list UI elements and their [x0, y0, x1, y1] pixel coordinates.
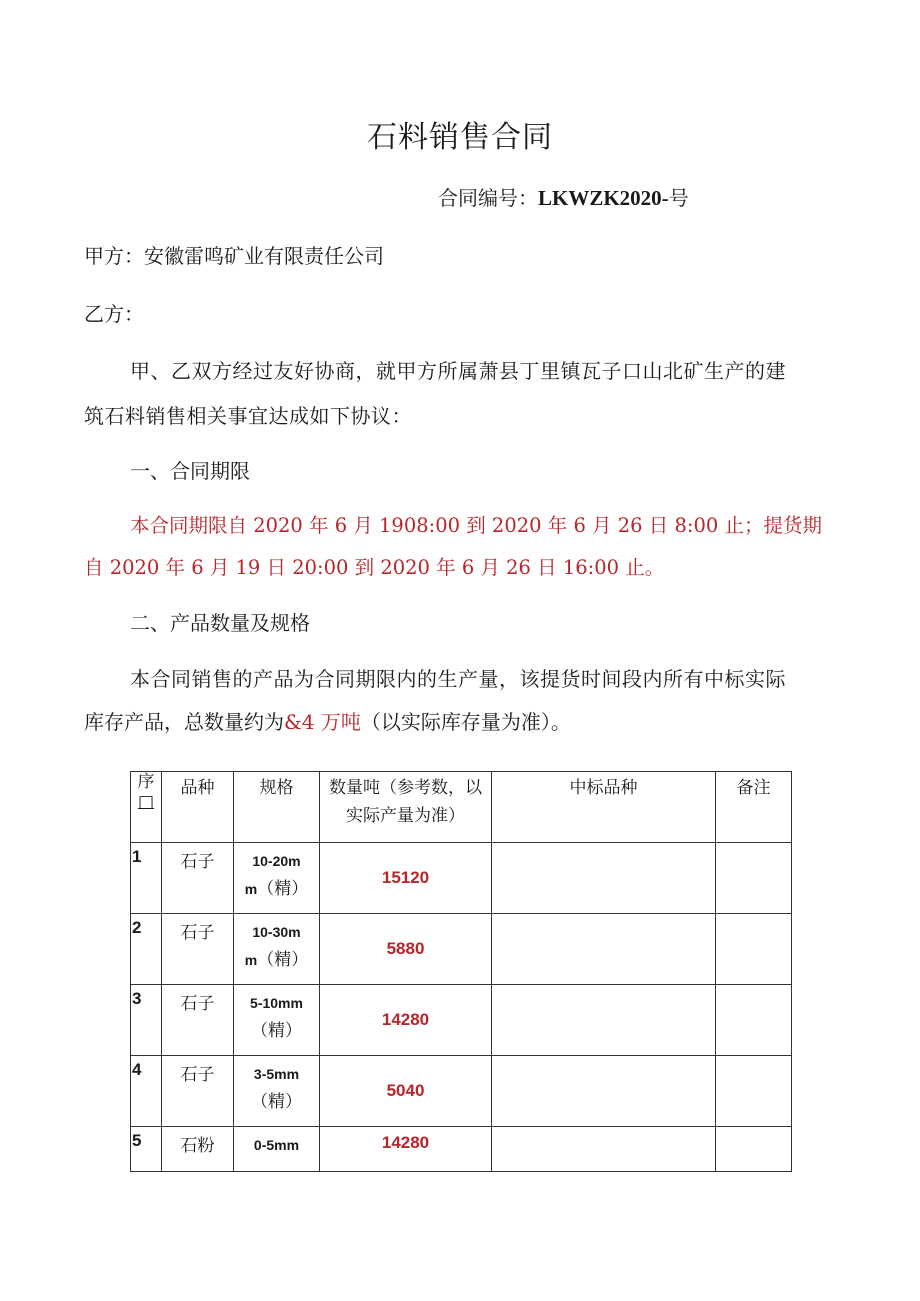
document-title: 石料销售合同 [367, 120, 553, 155]
row-spec [234, 1127, 320, 1172]
row-kind: 石子 [162, 1056, 234, 1127]
row-spec-main: 10-30m [252, 924, 301, 940]
header-no [131, 772, 162, 843]
row-bid [492, 1127, 716, 1172]
header-qty [320, 772, 492, 843]
row-spec-main: 5-10mm [250, 995, 303, 1011]
row-remark [716, 985, 792, 1056]
row-remark [716, 843, 792, 914]
row-no: 4 [131, 1056, 162, 1127]
row-no: 3 [131, 985, 162, 1056]
header-qty-line-2: 实际产量为准） [346, 806, 465, 826]
row-bid [492, 914, 716, 985]
row-qty: 14280 [320, 1127, 492, 1172]
intro-line-2: 筑石料销售相关事宜达成如下协议： [84, 404, 412, 428]
row-spec-grade: （精） [251, 1092, 302, 1112]
row-qty: 5040 [320, 1056, 492, 1127]
row-kind: 石子 [162, 914, 234, 985]
row-bid [492, 843, 716, 914]
row-spec-main: 3-5mm [253, 1066, 300, 1082]
total-quantity: &4 万吨 [284, 710, 361, 734]
row-kind: 石子 [162, 985, 234, 1056]
row-spec-grade: （精） [257, 950, 309, 970]
row-spec [234, 1056, 320, 1127]
section-1-title: 一、合同期限 [130, 459, 250, 483]
header-bid: 中标品种 [492, 772, 716, 843]
section-2-title: 二、产品数量及规格 [130, 611, 310, 635]
header-spec: 规格 [234, 772, 320, 843]
row-spec-unit: m [244, 952, 258, 968]
row-bid [492, 985, 716, 1056]
row-qty: 15120 [320, 843, 492, 914]
product-line-2 [84, 706, 571, 735]
table-row [131, 1056, 792, 1127]
header-no-line-1: 序 [137, 772, 155, 792]
row-spec-grade: （精） [251, 1021, 302, 1041]
row-spec-main: 10-20m [252, 853, 301, 869]
table-row [131, 1127, 792, 1172]
row-remark [716, 1056, 792, 1127]
row-bid [492, 1056, 716, 1127]
row-no: 2 [131, 914, 162, 985]
party-b: 乙方： [84, 302, 144, 326]
header-kind: 品种 [162, 772, 234, 843]
row-qty: 14280 [320, 985, 492, 1056]
party-a: 甲方：安徽雷鸣矿业有限责任公司 [84, 244, 384, 268]
row-spec-grade: （精） [257, 879, 309, 899]
header-remark: 备注 [716, 772, 792, 843]
row-remark [716, 914, 792, 985]
product-line-2-note: （以实际库存量为准）。 [360, 710, 571, 734]
table-row [131, 914, 792, 985]
row-spec [234, 985, 320, 1056]
header-qty-line-1: 数量吨（参考数，以 [329, 778, 482, 798]
row-spec-unit: m [244, 881, 258, 897]
row-spec [234, 914, 320, 985]
contract-number-suffix: 号 [668, 186, 689, 210]
table-header-row [131, 772, 792, 843]
row-kind: 石粉 [162, 1127, 234, 1172]
product-line-1: 本合同销售的产品为合同期限内的生产量，该提货时间段内所有中标实际 [130, 667, 786, 691]
contract-number [438, 182, 689, 211]
contract-number-label: 合同编号： [438, 186, 538, 210]
row-remark [716, 1127, 792, 1172]
intro-line-1: 甲、乙双方经过友好协商，就甲方所属萧县丁里镇瓦子口山北矿生产的建 [130, 359, 786, 383]
contract-number-value: LKWZK2020- [538, 186, 669, 210]
row-qty: 5880 [320, 914, 492, 985]
row-no: 1 [131, 843, 162, 914]
header-no-line-2: □ [137, 792, 155, 812]
row-kind: 石子 [162, 843, 234, 914]
product-spec-table [130, 771, 792, 1172]
term-line-2: 自 2020 年 6 月 19 日 20:00 到 2020 年 6 月 26 日 16:00 止。 [84, 556, 665, 579]
table-row [131, 843, 792, 914]
term-line-1: 本合同期限自 2020 年 6 月 1908:00 到 2020 年 6 月 26 日 8:00 止；提货期 [130, 514, 822, 537]
table-row [131, 985, 792, 1056]
product-line-2-text: 库存产品，总数量约为 [84, 710, 284, 734]
row-spec-main: 0-5mm [253, 1137, 300, 1153]
row-no: 5 [131, 1127, 162, 1172]
row-spec [234, 843, 320, 914]
